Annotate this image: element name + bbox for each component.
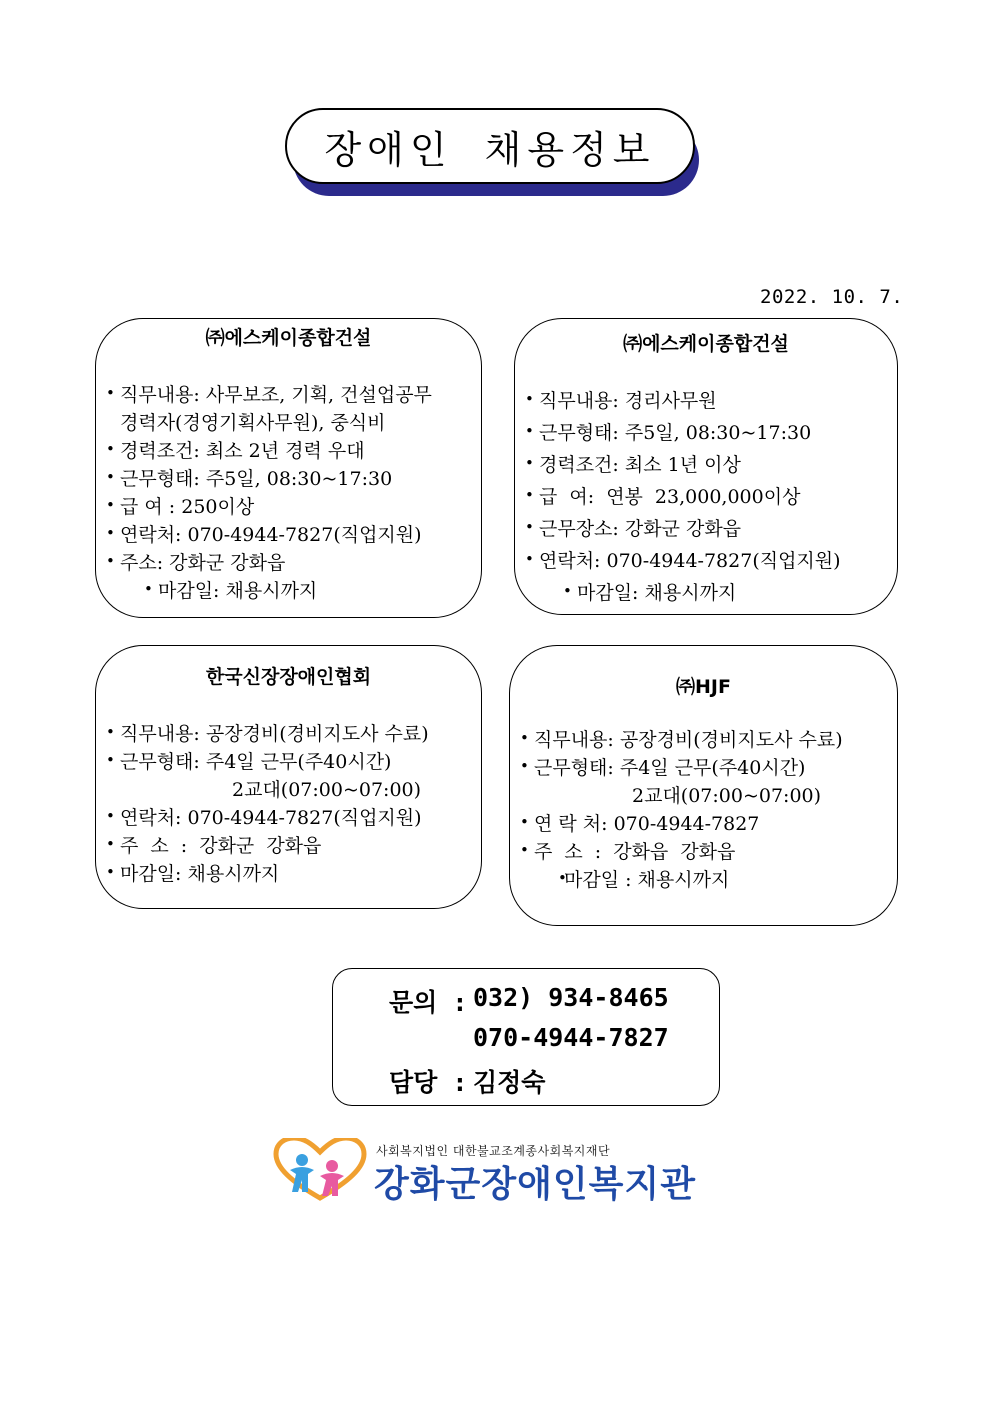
list-item: • 마감일: 채용시까지	[106, 577, 475, 605]
company-name: 한국신장장애인협회	[205, 666, 372, 688]
list-item: • 근무형태: 주5일, 08:30~17:30	[525, 417, 891, 449]
company-name: ㈜에스케이종합건설	[623, 333, 789, 355]
list-item: • 직무내용: 사무보조, 기획, 건설업공무	[106, 381, 475, 409]
job-details	[525, 385, 891, 609]
list-item: • 주소: 강화군 강화읍	[106, 549, 475, 577]
list-item: • 마감일 : 채용시까지	[520, 866, 891, 894]
logo-subtitle: 사회복지법인 대한불교조계종사회복지재단	[376, 1144, 611, 1158]
job-details	[520, 726, 891, 894]
inquiry-label: 문의 :	[389, 988, 468, 1017]
list-item: • 연락처: 070-4944-7827(직업지원)	[525, 545, 891, 577]
company-name: ㈜HJF	[676, 676, 731, 698]
title-banner	[285, 108, 705, 200]
list-item: • 경력조건: 최소 2년 경력 우대	[106, 437, 475, 465]
page-title: 장애인 채용정보	[285, 108, 695, 184]
job-card-2	[514, 318, 898, 615]
list-item: 2교대(07:00~07:00)	[632, 785, 822, 807]
logo-name: 강화군장애인복지관	[374, 1164, 696, 1205]
list-item: • 마감일: 채용시까지	[525, 577, 891, 609]
list-item: • 직무내용: 공장경비(경비지도사 수료)	[520, 726, 891, 754]
job-card-4	[509, 645, 898, 926]
list-item: • 근무형태: 주5일, 08:30~17:30	[106, 465, 475, 493]
list-item: • 경력조건: 최소 1년 이상	[525, 449, 891, 481]
heart-people-icon	[272, 1138, 368, 1202]
list-item: • 직무내용: 공장경비(경비지도사 수료)	[106, 720, 475, 748]
list-item: • 연 락 처: 070-4944-7827	[520, 810, 891, 838]
job-card-3	[95, 645, 482, 909]
list-item: • 근무형태: 주4일 근무(주40시간)	[520, 754, 891, 782]
list-item: • 연락처: 070-4944-7827(직업지원)	[106, 521, 475, 549]
inquiry-phone-1: 032) 934-8465	[473, 983, 669, 1012]
list-item: • 마감일: 채용시까지	[106, 860, 475, 888]
job-details	[106, 381, 475, 605]
list-item: • 급 여 : 250이상	[106, 493, 475, 521]
list-item: • 연락처: 070-4944-7827(직업지원)	[106, 804, 475, 832]
company-name: ㈜에스케이종합건설	[205, 327, 372, 349]
list-item: • 주 소 : 강화읍 강화읍	[520, 838, 891, 866]
list-item: • 주 소 : 강화군 강화읍	[106, 832, 475, 860]
list-item: • 근무형태: 주4일 근무(주40시간)	[106, 748, 475, 776]
list-item: • 근무장소: 강화군 강화읍	[525, 513, 891, 545]
manager-label: 담당 :	[389, 1068, 468, 1097]
list-item: 경력자(경영기획사무원), 중식비	[120, 412, 386, 434]
organization-logo	[272, 1138, 742, 1205]
job-card-1	[95, 318, 482, 618]
list-item: • 직무내용: 경리사무원	[525, 385, 891, 417]
posting-date: 2022. 10. 7.	[760, 286, 904, 308]
contact-box	[332, 968, 720, 1106]
inquiry-phone-2: 070-4944-7827	[473, 1023, 669, 1052]
list-item: • 급 여: 연봉 23,000,000이상	[525, 481, 891, 513]
job-details	[106, 720, 475, 888]
list-item: 2교대(07:00~07:00)	[232, 779, 422, 801]
manager-name: 김정숙	[473, 1068, 546, 1097]
